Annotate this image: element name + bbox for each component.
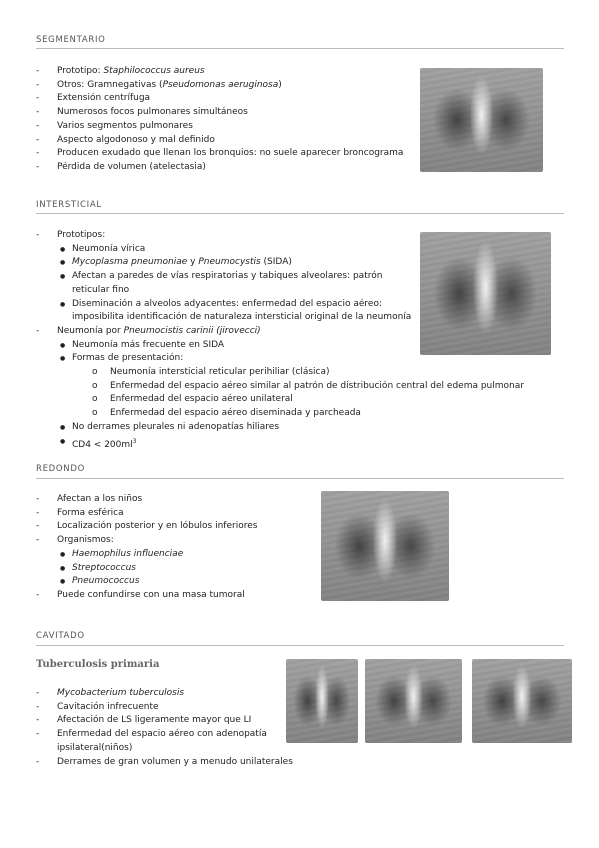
list-item: ● Diseminación a alveolos adyacentes: enfermedad del espacio aéreo: imposibilita identificación de naturaleza intersticial original de la neumonía [36,298,432,325]
section-divider [36,478,564,479]
section-divider [36,645,564,646]
list-item: - Localización posterior y en lóbulos inferiores [36,520,257,534]
list-item: o Enfermedad del espacio aéreo diseminada y parcheada [36,407,524,421]
list-item: ● Afectan a paredes de vías respiratorias y tabiques alveolares: patrón reticular fino [36,270,394,297]
section-title-segmentario: SEGMENTARIO [36,35,106,45]
redondo-list [36,493,257,603]
cavitado-list [36,687,297,769]
list-item: - Aspecto algodonoso y mal definido [36,134,403,148]
chest-xray-image [286,659,358,743]
subsection-title: Tuberculosis primaria [36,659,160,670]
list-item: - Otros: Gramnegativas (Pseudomonas aeruginosa) [36,79,403,93]
chest-xray-image [472,659,572,743]
list-item: - Organismos: [36,534,257,548]
list-item: - Neumonía por Pneumocistis carinii (jirovecci) [36,325,524,339]
list-item: ● $CD4 < 200ml^3$ [36,435,524,453]
list-item: - Pérdida de volumen (atelectasia) [36,161,403,175]
section-divider [36,48,564,49]
list-item: - Extensión centrífuga [36,92,403,106]
list-item: - Prototipo: Staphilococcus aureus [36,65,403,79]
list-item: ● Streptococcus [36,562,257,576]
section-title-cavitado: CAVITADO [36,631,85,641]
list-item: ● Pneumococcus [36,575,257,589]
list-item: - Afectan a los niños [36,493,257,507]
list-item: - Varios segmentos pulmonares [36,120,403,134]
chest-xray-image [321,491,449,601]
chest-xray-image [420,232,551,355]
list-item: - Producen exudado que llenan los bronquios: no suele aparecer broncograma [36,147,403,161]
list-item: o Neumonía intersticial reticular perihiliar (clásica) [36,366,524,380]
list-item: ● No derrames pleurales ni adenopatías hiliares [36,421,524,435]
list-item: ● Neumonía vírica [36,243,524,257]
chest-xray-image [365,659,462,743]
section-divider [36,213,564,214]
chest-xray-image [420,68,543,172]
list-item: o Enfermedad del espacio aéreo unilateral [36,393,524,407]
list-item: ● Neumonía más frecuente en SIDA [36,339,524,353]
list-item: - Puede confundirse con una masa tumoral [36,589,257,603]
list-item: - Prototipos: [36,229,524,243]
list-item: - Derrames de gran volumen y a menudo unilaterales [36,756,297,770]
list-item: ● Haemophilus influenciae [36,548,257,562]
segmentario-list [36,65,403,175]
list-item: ● Formas de presentación: [36,352,524,366]
list-item: - Forma esférica [36,507,257,521]
section-title-intersticial: INTERSTICIAL [36,200,102,210]
section-title-redondo: REDONDO [36,464,86,474]
list-item: ● Mycoplasma pneumoniae y Pneumocystis (SIDA) [36,256,524,270]
list-item: - Cavitación infrecuente [36,701,297,715]
list-item: - Afectación de LS ligeramente mayor que LI [36,714,297,728]
list-item: - Numerosos focos pulmonares simultáneos [36,106,403,120]
list-item: o Enfermedad del espacio aéreo similar al patrón de distribución central del edema pulmonar [36,380,524,394]
list-item: - Enfermedad del espacio aéreo con adenopatía ipsilateral(niños) [36,728,297,755]
list-item: - Mycobacterium tuberculosis [36,687,297,701]
